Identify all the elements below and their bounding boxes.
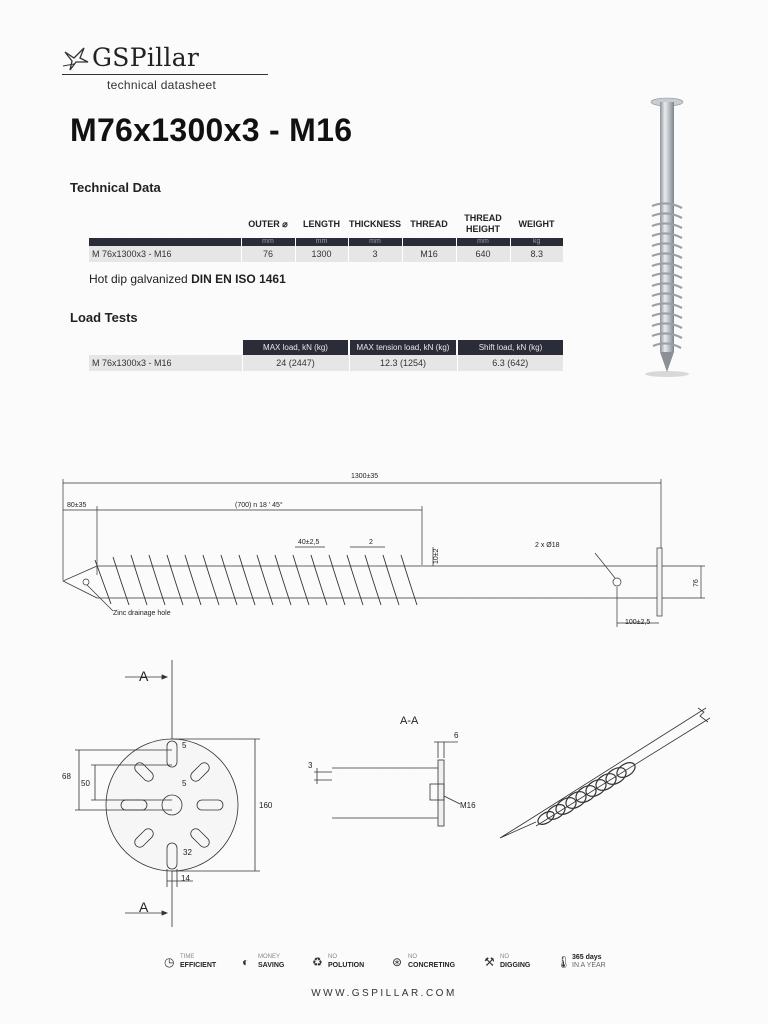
table-units-cell [402, 238, 456, 246]
table-header-cell: MAX tension load, kN (kg) [349, 340, 457, 355]
table-header-cell: MAX load, kN (kg) [242, 340, 349, 355]
table-cell: 3 [348, 246, 402, 262]
table-header-cell: LENGTH [303, 218, 340, 229]
table-header-cell: THREAD [410, 218, 448, 229]
table-units-cell: mm [348, 238, 402, 246]
website-link[interactable]: WWW.GSPILLAR.COM [311, 988, 457, 999]
dim-160: 160 [259, 801, 273, 810]
dim-diameter: 76 [693, 579, 700, 587]
table-cell-name: M 76x1300x3 - M16 [89, 355, 242, 371]
dim-5a: 5 [182, 741, 187, 750]
dim-6: 6 [454, 731, 459, 740]
section-title: A-A [400, 715, 419, 727]
dim-thread-thickness: 2 [369, 539, 373, 546]
page-title: M76x1300x3 - M16 [70, 112, 353, 148]
feature-icons-row [158, 952, 618, 976]
load-tests-heading: Load Tests [70, 310, 138, 325]
table-cell: 1300 [295, 246, 348, 262]
table-header-cell: Shift load, kN (kg) [457, 340, 563, 355]
dim-total-length: 1300±35 [351, 473, 379, 480]
feature-bottom-label: IN A YEAR [572, 962, 606, 969]
feature-top-label: NO [500, 954, 509, 960]
technical-data-table [89, 210, 563, 262]
table-row [89, 246, 563, 262]
section-aa-view [300, 710, 480, 840]
concrete-mixer-icon: ⊛ [392, 955, 403, 969]
shovel-icon: ⚒ [484, 955, 495, 969]
table-header-blank [89, 210, 241, 238]
dim-3: 3 [308, 761, 313, 770]
dim-m16: M16 [460, 801, 476, 810]
table-cell: 6.3 (642) [457, 355, 563, 371]
feature-top-label: 365 days [572, 954, 602, 961]
table-units-cell: mm [456, 238, 510, 246]
brand-name: GSPillar [92, 43, 200, 72]
feature-bottom-label: DIGGING [500, 962, 531, 969]
dim-thread-length: (700) n 18 ' 45° [235, 502, 283, 509]
table-cell: 640 [456, 246, 510, 262]
dim-pitch: 40±2,5 [298, 539, 320, 546]
feature-bottom-label: CONCRETING [408, 962, 456, 969]
table-cell: 24 (2447) [242, 355, 349, 371]
feature-bottom-label: POLUTION [328, 962, 365, 969]
dim-50: 50 [81, 779, 90, 788]
table-units-cell: kg [510, 238, 563, 246]
table-cell: 12.3 (1254) [349, 355, 457, 371]
section-label-bottom: A [139, 899, 149, 915]
dim-tip-length: 80±35 [67, 502, 87, 509]
clock-icon: ◷ [164, 955, 175, 969]
feature-top-label: NO [328, 954, 337, 960]
table-header-cell: WEIGHT [518, 218, 555, 229]
table-units-cell: mm [241, 238, 295, 246]
logo-emblem-icon [62, 44, 90, 72]
table-units-row [89, 238, 563, 246]
galvanized-standard: DIN EN ISO 1461 [191, 272, 286, 286]
side-view-drawing [55, 465, 715, 640]
feature-bottom-label: SAVING [258, 962, 285, 969]
screw-pile-photo [640, 96, 696, 378]
table-header-cell: THREAD HEIGHT [464, 213, 502, 234]
brand-logo [62, 40, 272, 92]
thermometer-icon: 🌡 [556, 955, 572, 969]
drainage-label: Zinc drainage hole [113, 610, 171, 617]
base-plate-view [55, 655, 285, 935]
dim-68: 68 [62, 772, 71, 781]
dim-plate-offset: 100±2,5 [625, 619, 651, 626]
brand-subtitle: technical datasheet [107, 78, 217, 92]
load-tests-table [89, 340, 563, 371]
table-units-cell [89, 238, 241, 246]
dim-thread-height: 10±2 [433, 548, 440, 564]
section-label-top: A [139, 668, 149, 684]
technical-data-heading: Technical Data [70, 180, 161, 195]
table-units-cell: mm [295, 238, 348, 246]
table-cell: 8.3 [510, 246, 563, 262]
feature-bottom-label: EFFICIENT [180, 962, 217, 969]
dim-holes: 2 x Ø18 [535, 542, 560, 549]
table-cell-name: M 76x1300x3 - M16 [89, 246, 241, 262]
piggy-bank-icon: ◐ [242, 955, 250, 969]
galvanized-prefix: Hot dip galvanized [89, 272, 188, 286]
recycle-icon: ♻ [312, 955, 323, 969]
feature-top-label: TIME [180, 954, 195, 960]
dim-5b: 5 [182, 779, 187, 788]
feature-top-label: NO [408, 954, 417, 960]
table-cell: 76 [241, 246, 295, 262]
feature-top-label: MONEY [258, 954, 281, 960]
helix-perspective-drawing [492, 700, 717, 845]
table-header-cell: OUTER ⌀ [248, 218, 288, 229]
table-row [89, 355, 563, 371]
dim-32: 32 [183, 848, 192, 857]
dim-14: 14 [181, 874, 190, 883]
table-header-blank [89, 340, 242, 355]
logo-divider [62, 74, 268, 75]
table-header-row [89, 210, 563, 238]
table-cell: M16 [402, 246, 456, 262]
table-header-cell: THICKNESS [348, 218, 401, 229]
galvanized-note [89, 272, 286, 286]
table-header-row [89, 340, 563, 355]
